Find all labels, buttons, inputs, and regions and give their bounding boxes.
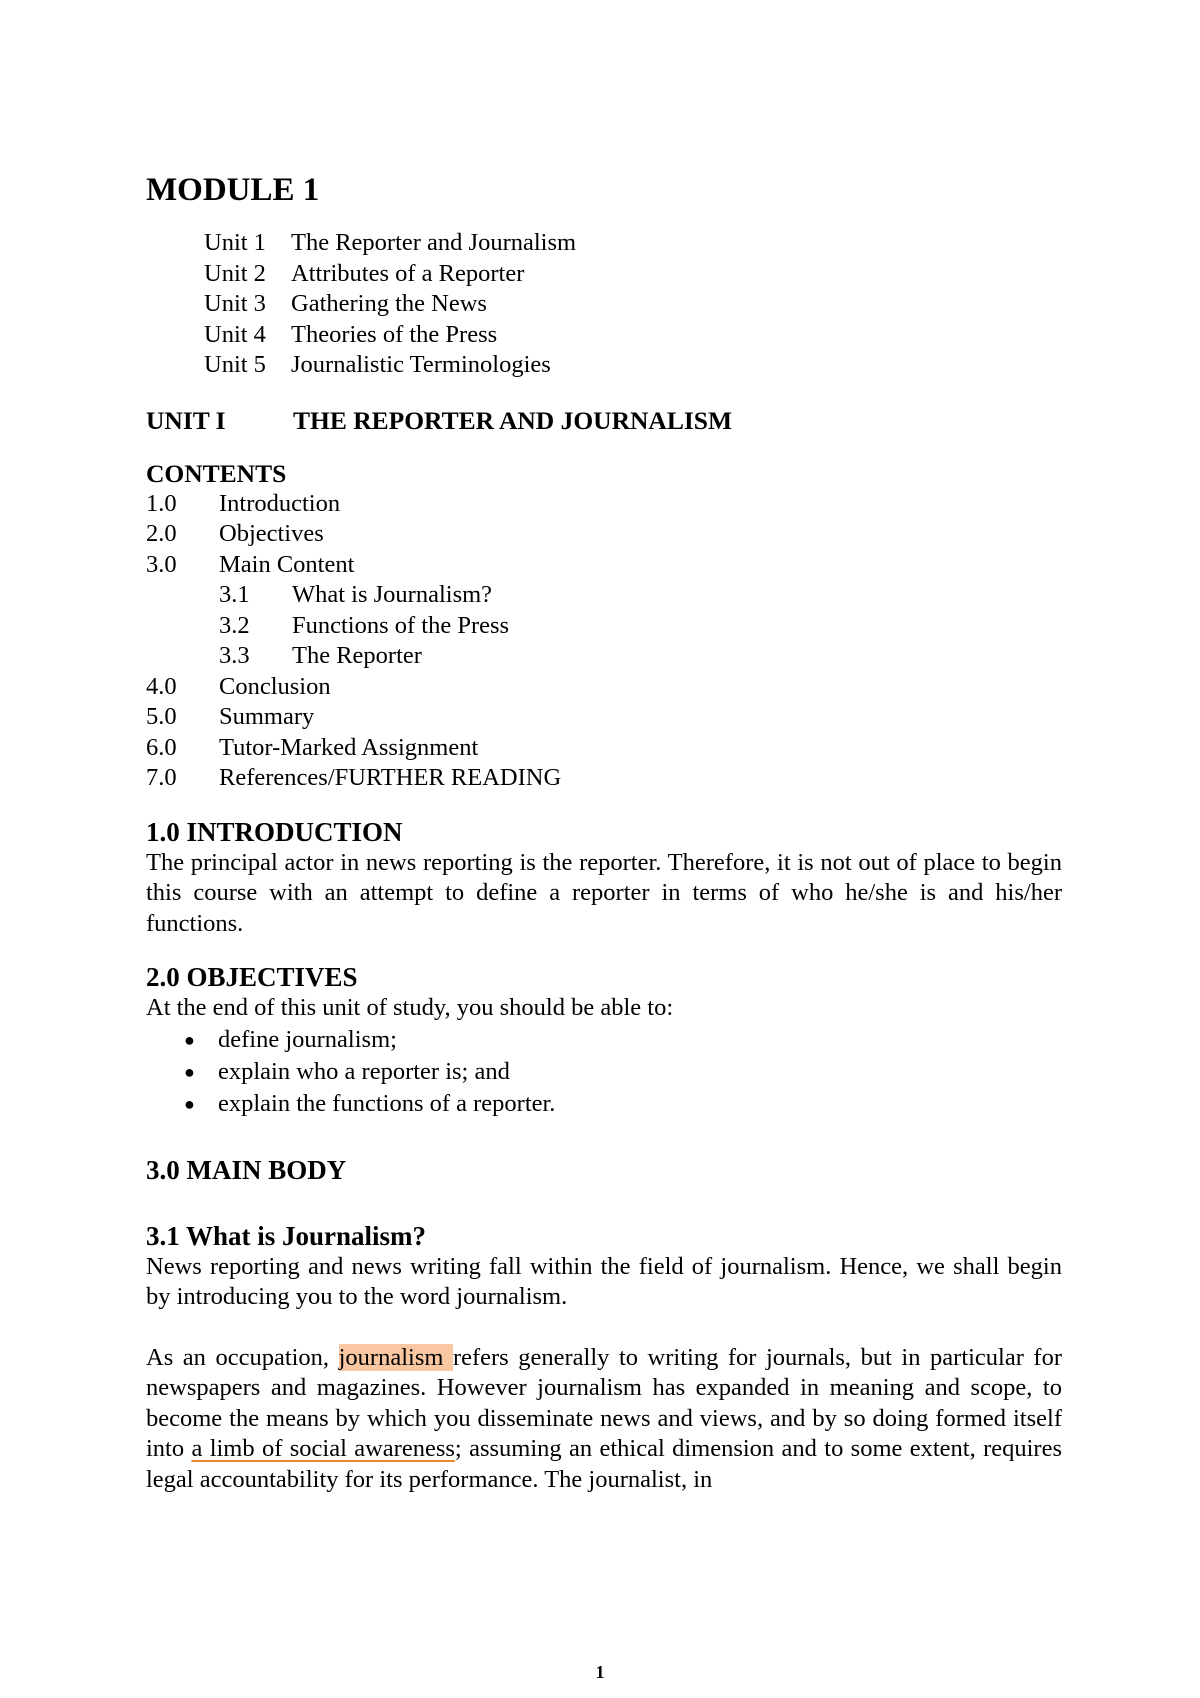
unit-item — [204, 228, 1062, 259]
unit-item — [204, 350, 1062, 381]
main-body-paragraph-2 — [146, 1343, 1062, 1496]
objectives-intro: At the end of this unit of study, you should be able to: — [146, 994, 674, 1021]
toc-label: What is Journalism? — [292, 581, 493, 608]
toc-number: 2.0 — [146, 520, 177, 547]
unit-number: Unit 4 — [204, 320, 266, 348]
unit-heading-title: THE REPORTER AND JOURNALISM — [293, 405, 733, 435]
unit-heading — [146, 405, 1062, 437]
paragraph-text: refers generally to writing for journals, but in particular for newspapers and magazines. However journalism has expanded in meaning and scope, to become the means by which you disseminate news and views, and by so doing formed itself into — [146, 1343, 1063, 1462]
paragraph-text: As an occupation, — [146, 1343, 339, 1371]
unit-number: Unit 3 — [204, 290, 266, 317]
unit-title: Attributes of a Reporter — [291, 259, 525, 287]
toc-item — [146, 763, 1062, 794]
unit-title: The Reporter and Journalism — [291, 229, 577, 256]
unit-title: Journalistic Terminologies — [291, 351, 551, 378]
toc-subitem — [146, 580, 1062, 611]
contents-section — [146, 459, 1062, 794]
module-title: MODULE 1 — [146, 172, 320, 208]
list-item-text: explain who a reporter is; and — [218, 1057, 510, 1085]
page-number: 1 — [595, 1662, 605, 1682]
list-item — [184, 1024, 1062, 1056]
paragraph-gap — [146, 1313, 1062, 1343]
unit-item — [204, 289, 1062, 320]
unit-title: Theories of the Press — [291, 320, 498, 348]
what-is-journalism-heading: 3.1 What is Journalism? — [146, 1220, 427, 1251]
toc-label: Functions of the Press — [292, 611, 510, 639]
toc-label: The Reporter — [292, 642, 422, 669]
bullet-icon: ● — [184, 1061, 195, 1082]
toc-item — [146, 672, 1062, 703]
unit-number: Unit 2 — [204, 259, 266, 287]
objectives-heading: 2.0 OBJECTIVES — [146, 962, 358, 992]
toc-number: 3.3 — [219, 642, 250, 669]
unit-item — [204, 259, 1062, 290]
toc-subitem — [146, 641, 1062, 672]
toc-item — [146, 550, 1062, 581]
toc-number: 4.0 — [146, 672, 177, 700]
unit-title: Gathering the News — [291, 290, 487, 317]
paragraph-text: ; assuming an ethical dimension and to some extent, requires legal accountability for its performance. The journalist, in — [146, 1435, 1062, 1493]
unit-item — [204, 320, 1062, 351]
toc-label: Conclusion — [219, 672, 331, 700]
bullet-icon: ● — [184, 1093, 195, 1114]
toc-subitem — [146, 611, 1062, 642]
toc-number: 3.0 — [146, 550, 177, 578]
toc-item — [146, 733, 1062, 764]
toc-label: References/FURTHER READING — [219, 764, 562, 791]
toc-item — [146, 489, 1062, 520]
unit-number: Unit 1 — [204, 229, 266, 256]
main-body-heading: 3.0 MAIN BODY — [146, 1154, 347, 1185]
underlined-text[interactable]: a limb of social awareness — [191, 1435, 455, 1462]
toc-number: 1.0 — [146, 489, 177, 517]
toc-number: 7.0 — [146, 764, 177, 791]
toc-label: Main Content — [219, 550, 355, 578]
toc-label: Introduction — [219, 489, 341, 517]
toc-label: Objectives — [219, 520, 324, 547]
toc-number: 3.2 — [219, 611, 250, 639]
objectives-list — [146, 1024, 1062, 1120]
list-item-text: explain the functions of a reporter. — [218, 1089, 556, 1117]
list-item — [184, 1056, 1062, 1088]
introduction-text: The principal actor in news reporting is the reporter. Therefore, it is not out of place to begin this course with an attempt to define a reporter in terms of who he/she is and his/her functions. — [146, 848, 1062, 937]
main-body-paragraph-1: News reporting and news writing fall within the field of journalism. Hence, we shall begin by introducing you to the word journalism. — [146, 1252, 1062, 1310]
list-item — [184, 1088, 1062, 1120]
toc-item — [146, 702, 1062, 733]
toc-number: 3.1 — [219, 581, 250, 608]
introduction-heading: 1.0 INTRODUCTION — [146, 816, 403, 847]
list-item-text: define journalism; — [218, 1025, 397, 1053]
unit-list — [204, 228, 1062, 381]
bullet-icon: ● — [184, 1029, 195, 1050]
toc-item — [146, 519, 1062, 550]
contents-title: CONTENTS — [146, 458, 287, 488]
unit-number: Unit 5 — [204, 351, 266, 378]
toc-number: 5.0 — [146, 703, 177, 730]
toc-number: 6.0 — [146, 733, 177, 761]
unit-heading-number: UNIT I — [146, 405, 226, 435]
toc-label: Summary — [219, 703, 315, 730]
highlighted-text[interactable]: journalism — [338, 1343, 453, 1371]
toc-label: Tutor-Marked Assignment — [219, 733, 479, 761]
page-content — [146, 170, 1062, 1495]
